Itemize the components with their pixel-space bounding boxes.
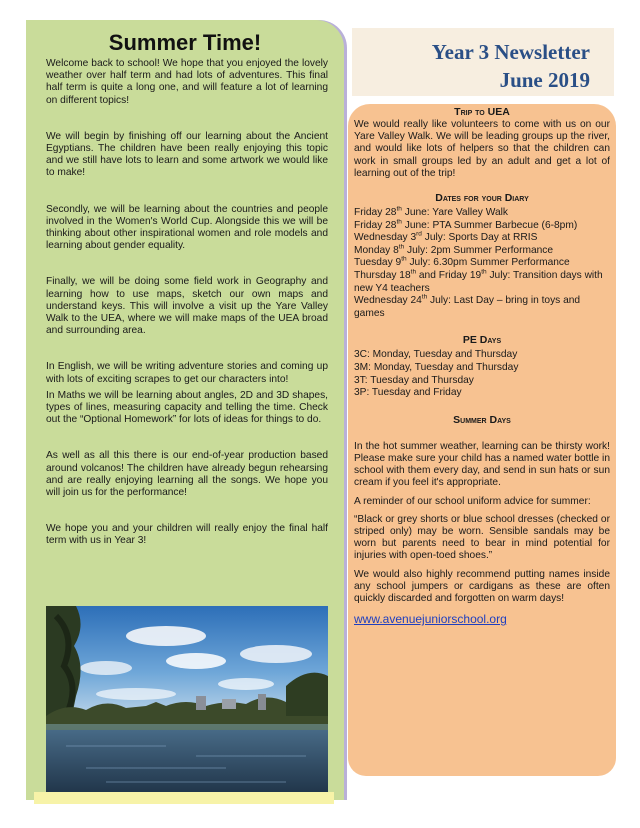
- uniform-intro: A reminder of our school uniform advice for summer:: [354, 495, 591, 507]
- newsletter-title: Year 3 Newsletter: [431, 40, 590, 64]
- lake-photo: [46, 606, 328, 796]
- diary-item: Friday 28th June: Yare Valley Walk: [354, 205, 508, 219]
- trip-heading: Trip to UEA: [454, 106, 510, 118]
- summer-heading: Summer Days: [453, 413, 511, 426]
- uniform-quote: “Black or grey shorts or blue school dresses (checked or striped only) may be worn. Sensible sandals may be worn but parents need to bear in mind potential for injuries with open-toed shoes.”: [354, 513, 610, 562]
- production-paragraph: As well as all this there is our end-of-year production based around volcanos! The children have already begun rehearsing and are really enjoying learning all the songs. We hope you will join us for the performance!: [46, 450, 328, 499]
- water-bottle-paragraph: In the hot summer weather, learning can be thirsty work! Please make sure your child has a named water bottle in school with them every day, and send in sun hats or sun cream if you feel it's appropriate.: [354, 440, 610, 489]
- pe-item: 3C: Monday, Tuesday and Thursday: [354, 349, 518, 361]
- right-panel: [348, 104, 616, 776]
- intro-paragraph: Welcome back to school! We hope that you enjoyed the lovely weather over half term and had lots of adventures. This final half term is quite a long one, and will feature a lot of learning on different topics!: [46, 58, 328, 106]
- left-panel: [26, 20, 344, 800]
- pe-item: 3P: Tuesday and Friday: [354, 387, 462, 399]
- diary-item: Tuesday 9th July: 6.30pm Summer Performance: [354, 256, 570, 269]
- english-paragraph: In English, we will be writing adventure stories and coming up with lots of exciting scrapes to get our characters into!: [46, 361, 328, 385]
- diary-heading: Dates for your Diary: [435, 192, 529, 205]
- egyptians-paragraph: We will begin by finishing off our learning about the Ancient Egyptians. The children have been really enjoying this topic and we still have lots to learn and some artwork we would like to make!: [46, 130, 328, 179]
- geography-paragraph: Finally, we will be doing some field work in Geography and learning how to use maps, sketch our own maps and understand keys. This will involve a visit up the Yare Valley Walk to the UEA, where we will make maps of the UEA broad and surrounding area.: [46, 276, 328, 337]
- world-cup-paragraph: Secondly, we will be learning about the countries and people involved in the Women's World Cup. Alongside this we will be thinking about other inspirational women and role models and learning about gender equality.: [46, 203, 328, 252]
- diary-item: Wednesday 24th July: Last Day – bring in toys and games: [354, 293, 581, 319]
- diary-item: Thursday 18th and Friday 19th July: Transition days with new Y4 teachers: [354, 268, 603, 294]
- maths-paragraph: In Maths we will be learning about angles, 2D and 3D shapes, types of lines, measuring capacity and telling the time. Check out the “Optional Homework” for lots of ideas for things to do.: [46, 389, 328, 426]
- diary-item: Wednesday 3rd July: Sports Day at RRIS: [354, 230, 538, 244]
- diary-item: Friday 28th June: PTA Summer Barbecue (6-8pm): [354, 218, 578, 231]
- right-article: [354, 106, 610, 627]
- school-website-link[interactable]: www.avenuejuniorschool.org: [354, 612, 507, 627]
- summer-title: Summer Time!: [108, 30, 262, 55]
- left-article: [46, 58, 328, 548]
- pe-heading: PE Days: [462, 334, 502, 347]
- left-bottom-strip: [34, 792, 334, 804]
- diary-item: Monday 8th July: 2pm Summer Performance: [354, 243, 554, 256]
- newsletter-title-box: [352, 28, 614, 96]
- pe-item: 3T: Tuesday and Thursday: [354, 374, 474, 386]
- pe-item: 3M: Monday, Tuesday and Thursday: [354, 361, 519, 373]
- newsletter-date: June 2019: [499, 68, 590, 92]
- closing-paragraph: We hope you and your children will really enjoy the final half term with us in Year 3!: [46, 523, 328, 547]
- trip-text: We would really like volunteers to come with us on our Yare Valley Walk. We will be leading groups up the river, and would like lots of helpers so that the children can work in small groups led by an adult and get a lot of learning out of the trip!: [354, 119, 610, 179]
- names-paragraph: We would also highly recommend putting names inside any school jumpers or cardigans as these are often quickly discarded and forgotten on warm days!: [354, 568, 610, 604]
